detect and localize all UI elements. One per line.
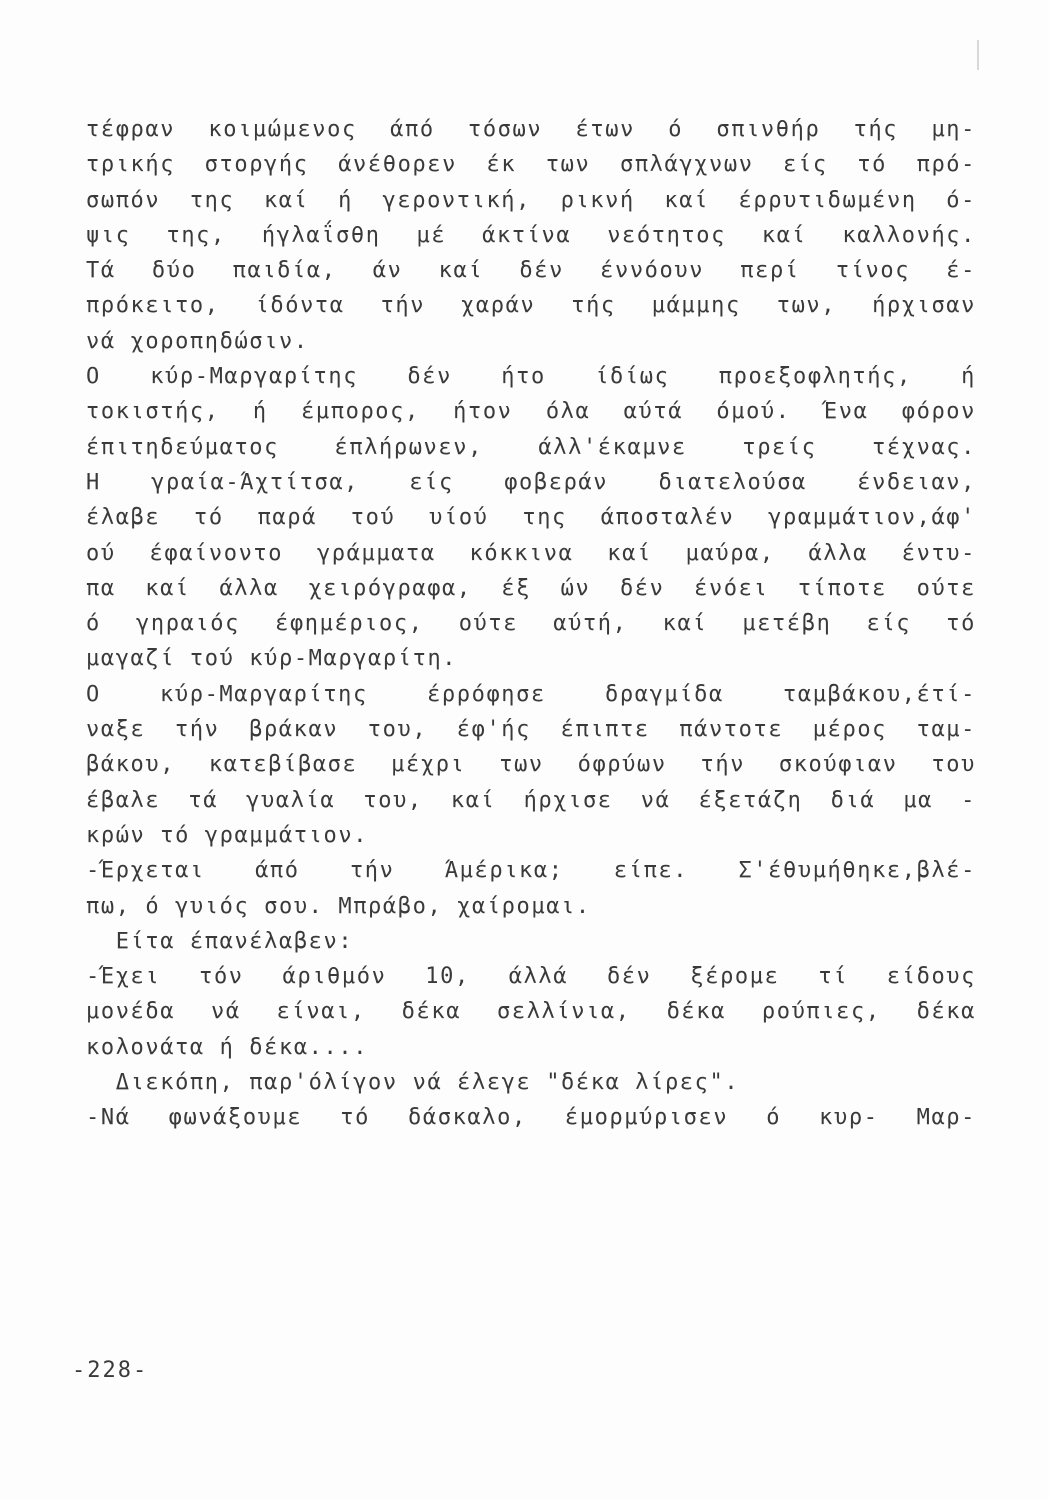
text-line: τρικής στοργής άνέθορεν έκ των σπλάγχνων είς τό πρό-: [86, 152, 976, 178]
text-line: -Έρχεται άπό τήν Άμέρικα; είπε. Σ'έθυμήθηκε,βλέ-: [86, 858, 976, 884]
text-line: έβαλε τά γυαλία του, καί ήρχισε νά έξετάζη διά μα -: [86, 787, 976, 813]
text-line: νά χοροπηδώσιν.: [86, 328, 309, 354]
text-line: Είτα έπανέλαβεν:: [86, 928, 354, 954]
text-line: έπιτηδεύματος έπλήρωνεν, άλλ'έκαμνε τρείς τέχνας.: [86, 434, 976, 460]
text-line: -Νά φωνάξουμε τό δάσκαλο, έμορμύρισεν ό κυρ- Μαρ-: [86, 1105, 976, 1131]
text-line: πρόκειτο, ίδόντα τήν χαράν τής μάμμης των, ήρχισαν: [86, 293, 976, 319]
text-line: πω, ό γυιός σου. Μπράβο, χαίρομαι.: [86, 893, 591, 919]
text-line: Ο κύρ-Μαργαρίτης έρρόφησε δραγμίδα ταμβάκου,έτί-: [86, 681, 976, 707]
text-line: πα καί άλλα χειρόγραφα, έξ ών δέν ένόει τίποτε ούτε: [86, 575, 976, 601]
text-line: Τά δύο παιδία, άν καί δέν έννόουν περί τίνος έ-: [86, 258, 976, 284]
page-number: -228-: [72, 1358, 149, 1383]
text-line: ό γηραιός έφημέριος, ούτε αύτή, καί μετέβη είς τό: [86, 611, 976, 637]
text-line: κρών τό γραμμάτιον.: [86, 822, 369, 848]
text-line: κολονάτα ή δέκα....: [86, 1034, 369, 1060]
text-line: Διεκόπη, παρ'όλίγον νά έλεγε "δέκα λίρες".: [86, 1070, 740, 1096]
text-line: τοκιστής, ή έμπορος, ήτον όλα αύτά όμού. Ένα φόρον: [86, 399, 976, 425]
text-line: ού έφαίνοντο γράμματα κόκκινα καί μαύρα, άλλα έντυ-: [86, 540, 976, 566]
text-line: Η γραία-Άχτίτσα, είς φοβεράν διατελούσα ένδειαν,: [86, 469, 976, 495]
text-line: Ο κύρ-Μαργαρίτης δέν ήτο ίδίως προεξοφλητής, ή: [86, 364, 976, 390]
text-line: μαγαζί τού κύρ-Μαργαρίτη.: [86, 646, 458, 672]
text-line: έλαβε τό παρά τού υίού της άποσταλέν γραμμάτιον,άφ': [86, 505, 976, 531]
text-line: ψις της, ήγλαΐσθη μέ άκτίνα νεότητος καί καλλονής.: [86, 222, 976, 248]
text-line: μονέδα νά είναι, δέκα σελλίνια, δέκα ρούπιες, δέκα: [86, 999, 976, 1025]
text-line: ναξε τήν βράκαν του, έφ'ής έπιπτε πάντοτε μέρος ταμ-: [86, 717, 976, 743]
body-text: [86, 112, 976, 1136]
text-line: -Έχει τόν άριθμόν 10, άλλά δέν ξέρομε τί είδους: [86, 964, 976, 990]
text-line: τέφραν κοιμώμενος άπό τόσων έτων ό σπινθήρ τής μη-: [86, 117, 976, 142]
text-line: βάκου, κατεβίβασε μέχρι των όφρύων τήν σκούφιαν του: [86, 752, 976, 778]
text-line: σωπόν της καί ή γεροντική, ρικνή καί έρρυτιδωμένη ό-: [86, 187, 976, 213]
edge-mark: [977, 40, 979, 70]
